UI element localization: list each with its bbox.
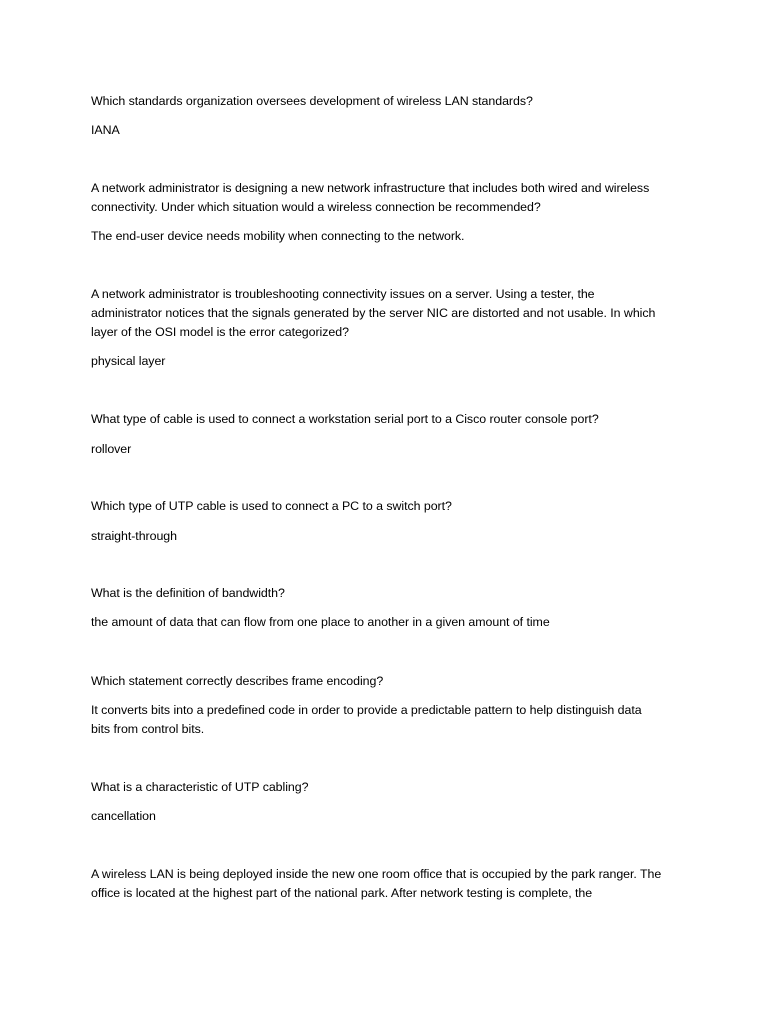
- question-line: A network administrator is troubleshooting connectivity issues on a server. Using a tester, the: [91, 287, 595, 301]
- question-line: What type of cable is used to connect a workstation serial port to a Cisco router console port?: [91, 412, 599, 426]
- answer-line: the amount of data that can flow from one place to another in a given amount of time: [91, 615, 550, 629]
- answer-line: bits from control bits.: [91, 722, 205, 736]
- question-line: Which standards organization oversees development of wireless LAN standards?: [91, 94, 533, 108]
- answer-line: cancellation: [91, 809, 156, 823]
- question-line: administrator notices that the signals generated by the server NIC are distorted and not usable. In which: [91, 306, 656, 320]
- question-line: Which statement correctly describes frame encoding?: [91, 674, 384, 688]
- document-page: [91, 0, 691, 1024]
- answer-line: IANA: [91, 123, 120, 137]
- answer-line: straight-through: [91, 529, 177, 543]
- question-line: A wireless LAN is being deployed inside the new one room office that is occupied by the park ranger. The: [91, 867, 662, 881]
- answer-line: It converts bits into a predefined code in order to provide a predictable pattern to help distinguish data: [91, 703, 642, 717]
- question-line: Which type of UTP cable is used to connect a PC to a switch port?: [91, 499, 452, 513]
- answer-line: rollover: [91, 442, 132, 456]
- question-line: What is the definition of bandwidth?: [91, 586, 285, 600]
- answer-line: The end-user device needs mobility when connecting to the network.: [91, 229, 465, 243]
- answer-line: physical layer: [91, 354, 166, 368]
- question-line: office is located at the highest part of the national park. After network testing is complete, the: [91, 886, 593, 900]
- question-line: A network administrator is designing a new network infrastructure that includes both wired and wireless: [91, 181, 650, 195]
- question-line: connectivity. Under which situation would a wireless connection be recommended?: [91, 200, 541, 214]
- question-line: What is a characteristic of UTP cabling?: [91, 780, 309, 794]
- question-line: layer of the OSI model is the error categorized?: [91, 325, 349, 339]
